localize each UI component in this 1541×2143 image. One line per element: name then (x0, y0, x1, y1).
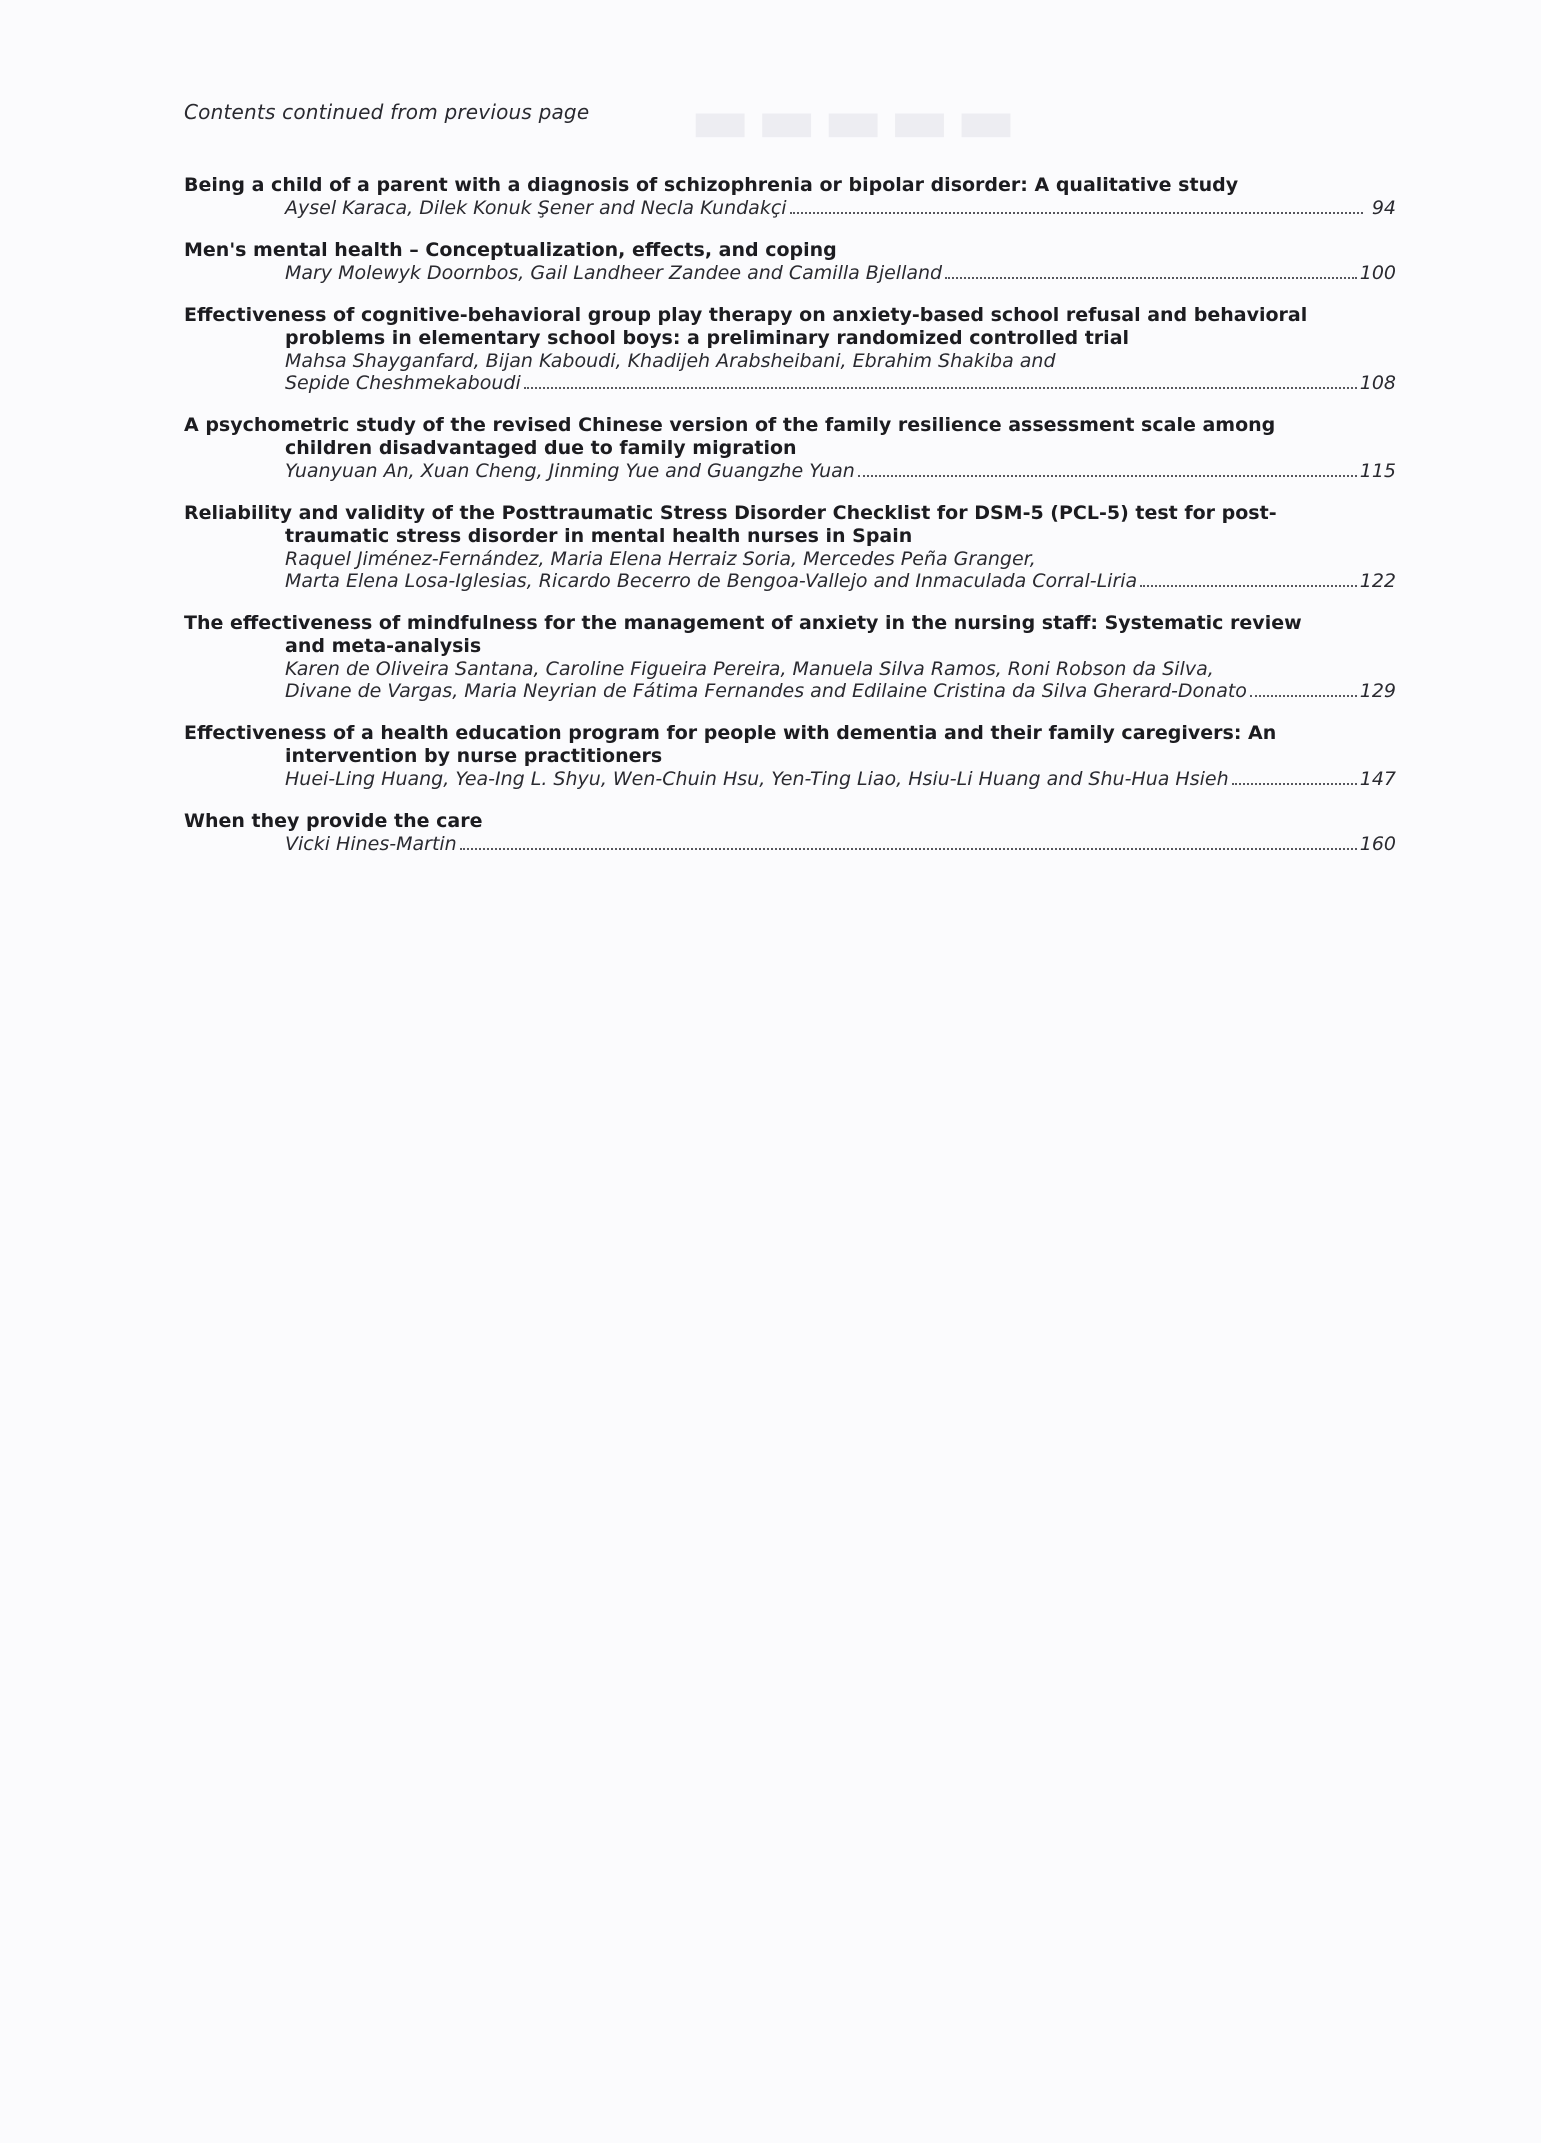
article-authors-continued: Sepide Cheshmekaboudi (285, 372, 521, 394)
article-title-continued: problems in elementary school boys: a preliminary randomized controlled trial (285, 327, 1130, 349)
page-number: 129 (1359, 680, 1396, 702)
dot-leader (524, 387, 1357, 389)
article-authors-continued: Divane de Vargas, Maria Neyrian de Fátima Fernandes and Edilaine Cristina da Silva Gherard-Donato (285, 680, 1247, 702)
page-number: 94 (1371, 197, 1396, 219)
continued-note: Contents continued from previous page (184, 100, 590, 124)
author-line (184, 197, 1396, 219)
dot-leader (1140, 585, 1357, 587)
page-number: 122 (1359, 570, 1396, 592)
article-authors: Huei-Ling Huang, Yea-Ing L. Shyu, Wen-Chuin Hsu, Yen-Ting Liao, Hsiu-Li Huang and Shu-Hua Hsieh (285, 768, 1229, 790)
toc-entry[interactable] (184, 502, 1396, 592)
table-of-contents (184, 174, 1396, 875)
dot-leader (1232, 783, 1357, 785)
page-number: 147 (1359, 768, 1396, 790)
toc-entry[interactable] (184, 304, 1396, 394)
page-number: 100 (1359, 262, 1396, 284)
article-authors: Aysel Karaca, Dilek Konuk Şener and Necla Kundakçi (285, 197, 787, 219)
author-line (184, 768, 1396, 790)
article-title: Men's mental health – Conceptualization, effects, and coping (184, 239, 837, 261)
article-authors-continued: Marta Elena Losa-Iglesias, Ricardo Becerro de Bengoa-Vallejo and Inmaculada Corral-Liria (285, 570, 1138, 592)
article-authors: Mary Molewyk Doornbos, Gail Landheer Zandee and Camilla Bjelland (285, 262, 943, 284)
bleed-through-shape: ▬▬▬▬▬ (690, 84, 1023, 158)
dot-leader (460, 848, 1357, 850)
article-authors: Karen de Oliveira Santana, Caroline Figueira Pereira, Manuela Silva Ramos, Roni Robson da Silva, (285, 658, 1214, 680)
article-title: Effectiveness of cognitive-behavioral group play therapy on anxiety-based school refusal and behavioral (184, 304, 1308, 326)
article-title: Being a child of a parent with a diagnosis of schizophrenia or bipolar disorder: A qualitative study (184, 174, 1239, 196)
dot-leader (858, 475, 1357, 477)
article-title: Effectiveness of a health education program for people with dementia and their family caregivers: An (184, 722, 1277, 744)
article-authors: Yuanyuan An, Xuan Cheng, Jinming Yue and Guangzhe Yuan (285, 460, 855, 482)
author-line (184, 262, 1396, 284)
page-number: 115 (1359, 460, 1396, 482)
author-line (184, 680, 1396, 702)
toc-entry[interactable] (184, 810, 1396, 855)
article-authors: Raquel Jiménez-Fernández, Maria Elena Herraiz Soria, Mercedes Peña Granger, (285, 548, 1036, 570)
page-number: 108 (1359, 372, 1396, 394)
author-line (184, 460, 1396, 482)
article-title-continued: traumatic stress disorder in mental health nurses in Spain (285, 525, 913, 547)
author-line (184, 833, 1396, 855)
article-authors: Mahsa Shayganfard, Bijan Kaboudi, Khadijeh Arabsheibani, Ebrahim Shakiba and (285, 350, 1056, 372)
article-title: A psychometric study of the revised Chinese version of the family resilience assessment scale among (184, 414, 1276, 436)
article-title-continued: intervention by nurse practitioners (285, 745, 663, 767)
article-title-continued: and meta-analysis (285, 635, 482, 657)
article-title: Reliability and validity of the Posttraumatic Stress Disorder Checklist for DSM-5 (PCL-5) test for post- (184, 502, 1277, 524)
author-line (184, 372, 1396, 394)
page-number: 160 (1359, 833, 1396, 855)
article-title: The effectiveness of mindfulness for the management of anxiety in the nursing staff: Systematic review (184, 612, 1302, 634)
toc-entry[interactable] (184, 414, 1396, 482)
article-title-continued: children disadvantaged due to family migration (285, 437, 797, 459)
toc-entry[interactable] (184, 174, 1396, 219)
dot-leader (945, 277, 1357, 279)
toc-entry[interactable] (184, 612, 1396, 702)
article-authors: Vicki Hines-Martin (285, 833, 457, 855)
toc-entry[interactable] (184, 722, 1396, 790)
article-title: When they provide the care (184, 810, 483, 832)
dot-leader (790, 212, 1363, 214)
toc-entry[interactable] (184, 239, 1396, 284)
dot-leader (1250, 695, 1357, 697)
author-line (184, 570, 1396, 592)
